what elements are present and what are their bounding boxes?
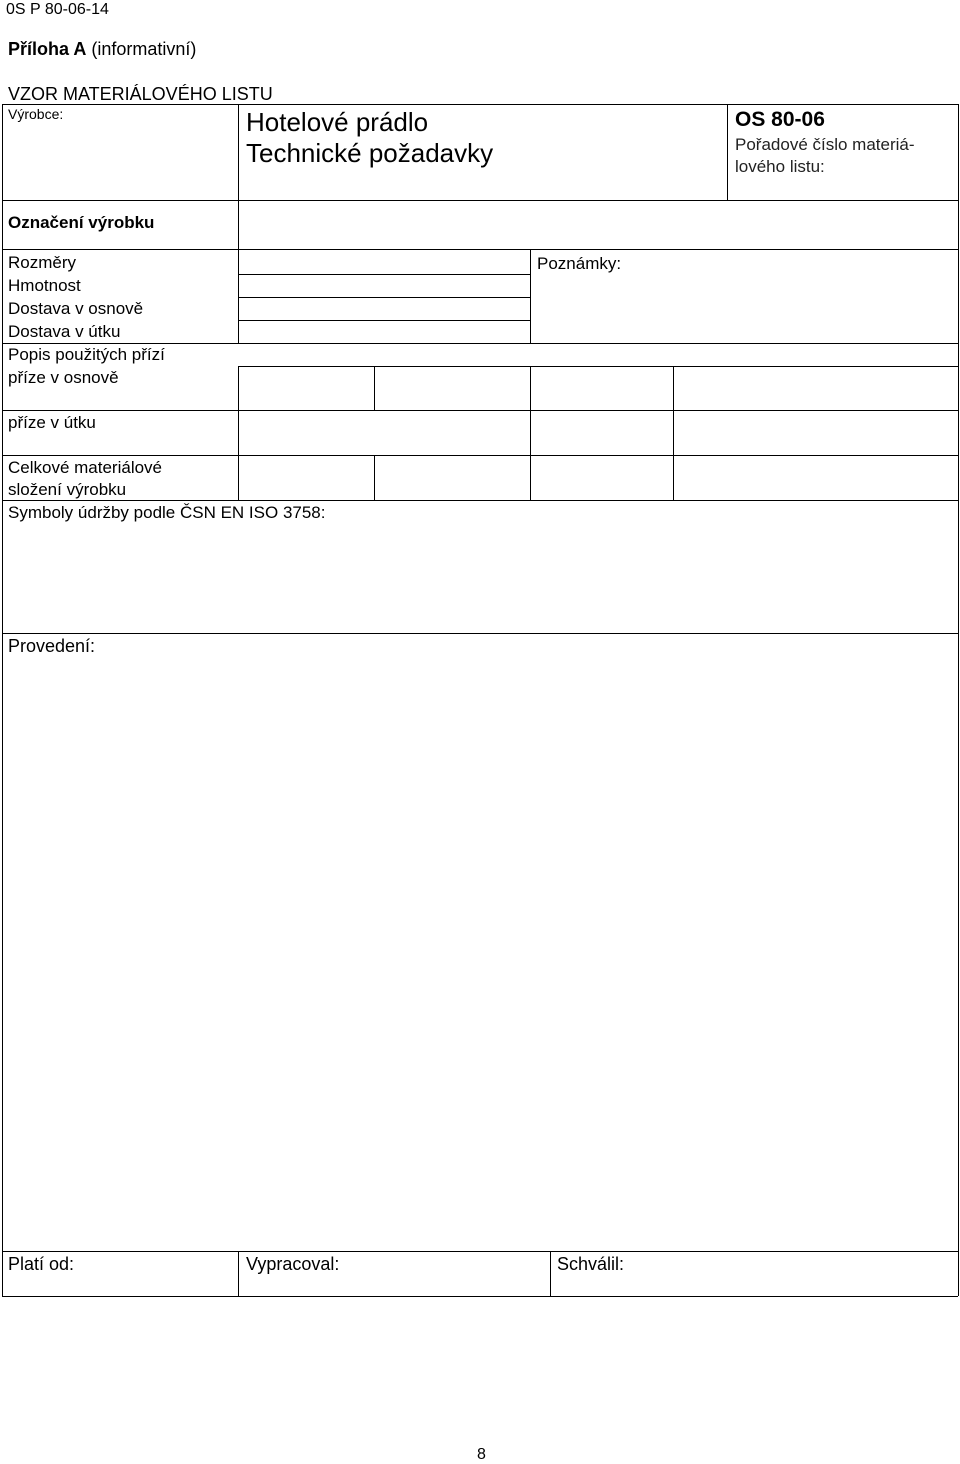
rule xyxy=(238,366,239,500)
rule xyxy=(374,455,375,500)
document-code: 0S P 80-06-14 xyxy=(6,1,109,18)
approved-by-label: Schválil: xyxy=(557,1254,625,1274)
rule xyxy=(238,249,239,343)
weft-yarn-label: příze v útku xyxy=(8,413,96,432)
annex-bold: Příloha A xyxy=(8,39,87,59)
product-designation-label: Označení výrobku xyxy=(8,213,155,232)
weft-density-label: Dostava v útku xyxy=(8,322,121,341)
rule xyxy=(238,274,530,275)
rule xyxy=(550,1251,551,1296)
weight-label: Hmotnost xyxy=(8,276,81,295)
yarn-description-label: Popis použitých přízí xyxy=(8,345,165,364)
rule xyxy=(2,200,958,201)
rule xyxy=(2,104,3,1296)
page-number: 8 xyxy=(477,1446,486,1463)
annex-heading xyxy=(8,40,196,60)
valid-from-label: Platí od: xyxy=(8,1254,75,1274)
rule xyxy=(727,104,728,200)
rule xyxy=(2,1251,958,1252)
sheet-title: VZOR MATERIÁLOVÉHO LISTU xyxy=(8,84,273,104)
notes-label: Poznámky: xyxy=(537,254,622,273)
rule xyxy=(530,249,531,343)
sheet-number-label-line1: Pořadové číslo materiá- xyxy=(735,135,915,154)
care-symbols-label: Symboly údržby podle ČSN EN ISO 3758: xyxy=(8,503,326,522)
design-label: Provedení: xyxy=(8,636,96,656)
annex-rest: (informativní) xyxy=(86,39,197,59)
rule xyxy=(2,1296,958,1297)
rule xyxy=(2,410,958,411)
composition-label-line1: Celkové materiálové xyxy=(8,458,163,477)
standard-code: OS 80-06 xyxy=(735,108,825,131)
rule xyxy=(238,200,239,249)
rule xyxy=(374,366,375,410)
prepared-by-label: Vypracoval: xyxy=(246,1254,340,1274)
product-subtitle: Technické požadavky xyxy=(246,138,494,168)
dimensions-label: Rozměry xyxy=(8,253,77,272)
warp-yarn-label: příze v osnově xyxy=(8,368,119,387)
sheet-number-label-line2: lového listu: xyxy=(735,157,825,176)
rule xyxy=(238,104,239,200)
manufacturer-label: Výrobce: xyxy=(8,106,64,122)
rule xyxy=(2,500,958,501)
rule xyxy=(2,455,958,456)
rule xyxy=(958,104,959,1296)
rule xyxy=(2,249,958,250)
composition-label-line2: složení výrobku xyxy=(8,480,127,499)
rule xyxy=(2,104,958,105)
rule xyxy=(238,297,530,298)
rule xyxy=(2,633,958,634)
rule xyxy=(238,1251,239,1296)
rule xyxy=(238,320,530,321)
rule xyxy=(673,366,674,500)
product-title: Hotelové prádlo xyxy=(246,107,429,137)
rule xyxy=(530,366,531,500)
rule xyxy=(238,366,958,367)
rule xyxy=(2,343,958,344)
warp-density-label: Dostava v osnově xyxy=(8,299,144,318)
